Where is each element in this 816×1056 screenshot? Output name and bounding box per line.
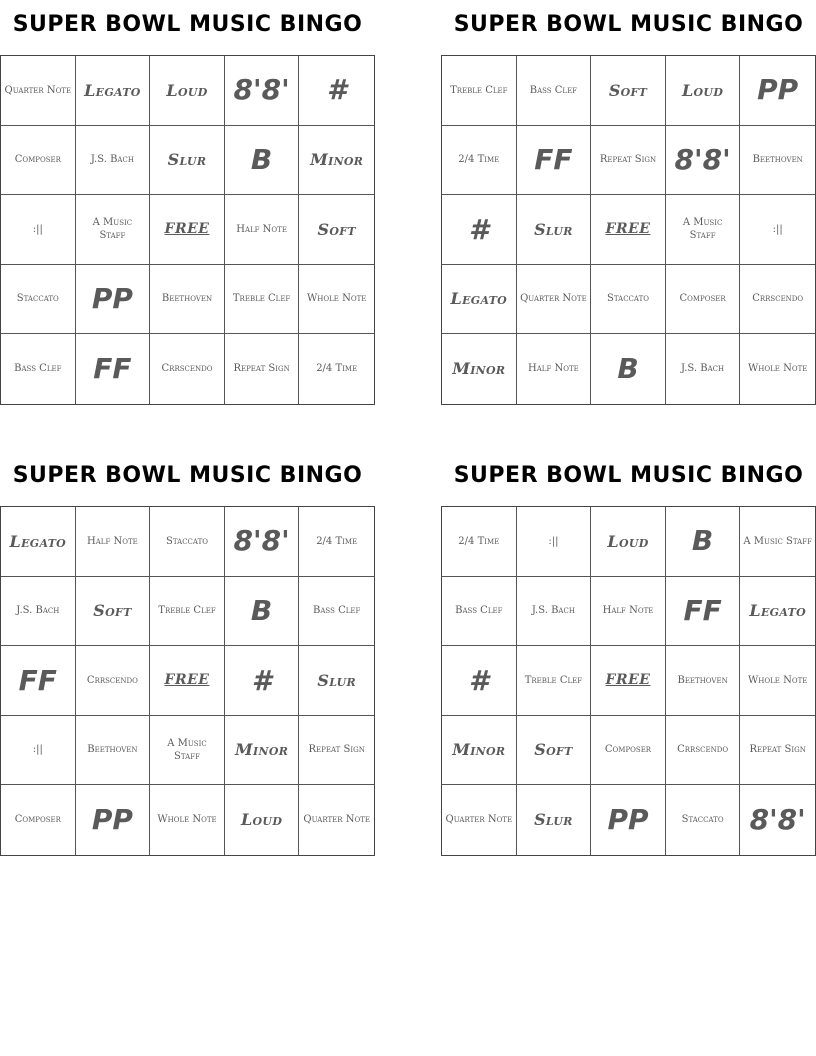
free-space-cell: FREE [150,646,225,716]
bingo-cell: Beethoven [76,716,151,786]
bingo-cell: Slur [150,126,225,196]
bingo-cell: 8'8' [749,803,806,837]
bingo-cell: Soft [299,195,374,265]
bingo-cell: # [442,195,517,265]
bingo-cell: Loud [150,56,225,126]
bingo-cell: 2/4 Time [442,126,517,196]
bingo-cell: Minor [442,716,517,786]
bingo-cell: Beethoven [740,126,815,196]
bingo-cell: FF [666,577,741,647]
bingo-cell: B [666,507,741,577]
bingo-cell: Crrscendo [76,646,151,716]
bingo-grid [0,55,375,405]
bingo-cell: Slur [299,646,374,716]
bingo-cell: Beethoven [666,646,741,716]
bingo-cell: Quarter Note [303,814,370,826]
bingo-cell: Legato [1,507,76,577]
bingo-cell: Soft [517,716,592,786]
bingo-cell: PP [740,56,815,126]
bingo-cell: A Music Staff [740,507,815,577]
bingo-cell: Treble Clef [442,56,517,126]
bingo-cell: Legato [740,577,815,647]
bingo-cell: Composer [666,265,741,335]
bingo-cell: Crrscendo [740,265,815,335]
bingo-cell: Whole Note [150,785,225,855]
bingo-cell: Repeat Sign [740,716,815,786]
bingo-cell: Half Note [517,334,592,404]
bingo-cell: Loud [591,507,666,577]
bingo-cell: Whole Note [299,265,374,335]
bingo-cell: Whole Note [748,363,808,375]
bingo-cell: Repeat Sign [591,126,666,196]
bingo-cell: PP [76,265,151,335]
bingo-cell: Minor [299,126,374,196]
card-title: SUPER BOWL MUSIC BINGO [453,463,804,488]
bingo-cell: Soft [76,577,151,647]
bingo-cell: Quarter Note [517,265,592,335]
bingo-grid [441,506,816,856]
bingo-cell: Loud [225,785,300,855]
bingo-cell: Slur [517,785,592,855]
bingo-cell: Repeat Sign [299,716,374,786]
bingo-cell: A Music Staff [666,195,741,265]
free-space-cell: FREE [591,646,666,716]
bingo-cell: Slur [517,195,592,265]
bingo-cell: Minor [225,716,300,786]
bingo-cell: PP [591,785,666,855]
bingo-cell: Loud [666,56,741,126]
bingo-cell: Half Note [76,507,151,577]
bingo-cell: 2/4 Time [299,507,374,577]
bingo-cell: Minor [442,334,517,404]
bingo-cell: FF [1,646,76,716]
bingo-cell: 8'8' [666,126,741,196]
bingo-cell: 2/4 Time [442,507,517,577]
bingo-cell: :|| [740,195,815,265]
bingo-cell: Staccato [591,265,666,335]
bingo-cell: A Music Staff [76,195,151,265]
bingo-cell: J.S. Bach [1,577,76,647]
bingo-cell: :|| [1,195,76,265]
bingo-cell: Treble Clef [225,265,300,335]
card-title: SUPER BOWL MUSIC BINGO [12,12,363,37]
bingo-cell: Composer [591,716,666,786]
bingo-cell: # [225,646,300,716]
bingo-cell: Bass Clef [1,334,76,404]
bingo-cell: 8'8' [225,507,300,577]
bingo-cell: Treble Clef [517,646,592,716]
bingo-cell: Whole Note [740,646,815,716]
bingo-cell: FF [76,334,151,404]
bingo-grid [0,506,375,856]
card-title: SUPER BOWL MUSIC BINGO [12,463,363,488]
bingo-cell: Half Note [225,195,300,265]
card-title: SUPER BOWL MUSIC BINGO [453,12,804,37]
bingo-cell: Bass Clef [442,577,517,647]
bingo-cell: Composer [1,785,76,855]
bingo-cell: Bass Clef [299,577,374,647]
bingo-cell: Quarter Note [442,785,517,855]
bingo-cell: # [442,646,517,716]
bingo-grid [441,55,816,405]
bingo-cell: # [299,56,374,126]
bingo-cell: Staccato [666,785,741,855]
bingo-cell: B [225,126,300,196]
bingo-cell: Soft [591,56,666,126]
bingo-cell: Crrscendo [150,334,225,404]
bingo-cell: Treble Clef [150,577,225,647]
bingo-cell: Crrscendo [666,716,741,786]
bingo-cell: B [591,334,666,404]
bingo-cell: Legato [442,265,517,335]
bingo-cell: Staccato [1,265,76,335]
bingo-cell: Half Note [591,577,666,647]
bingo-cell: A Music Staff [150,716,225,786]
bingo-cell: FF [517,126,592,196]
bingo-cell: 2/4 Time [316,363,358,375]
bingo-cell: J.S. Bach [517,577,592,647]
bingo-cell: J.S. Bach [76,126,151,196]
bingo-cell: :|| [1,716,76,786]
bingo-cell: Composer [1,126,76,196]
bingo-cell: J.S. Bach [666,334,741,404]
free-space-cell: FREE [591,195,666,265]
bingo-cell: Beethoven [150,265,225,335]
free-space-cell: FREE [150,195,225,265]
bingo-cell: Quarter Note [1,56,76,126]
bingo-cell: 8'8' [225,56,300,126]
bingo-cell: :|| [517,507,592,577]
bingo-cell: PP [76,785,151,855]
bingo-cell: Staccato [150,507,225,577]
bingo-cell: B [225,577,300,647]
bingo-cell: Legato [76,56,151,126]
bingo-cell: Repeat Sign [225,334,300,404]
bingo-cell: Bass Clef [517,56,592,126]
